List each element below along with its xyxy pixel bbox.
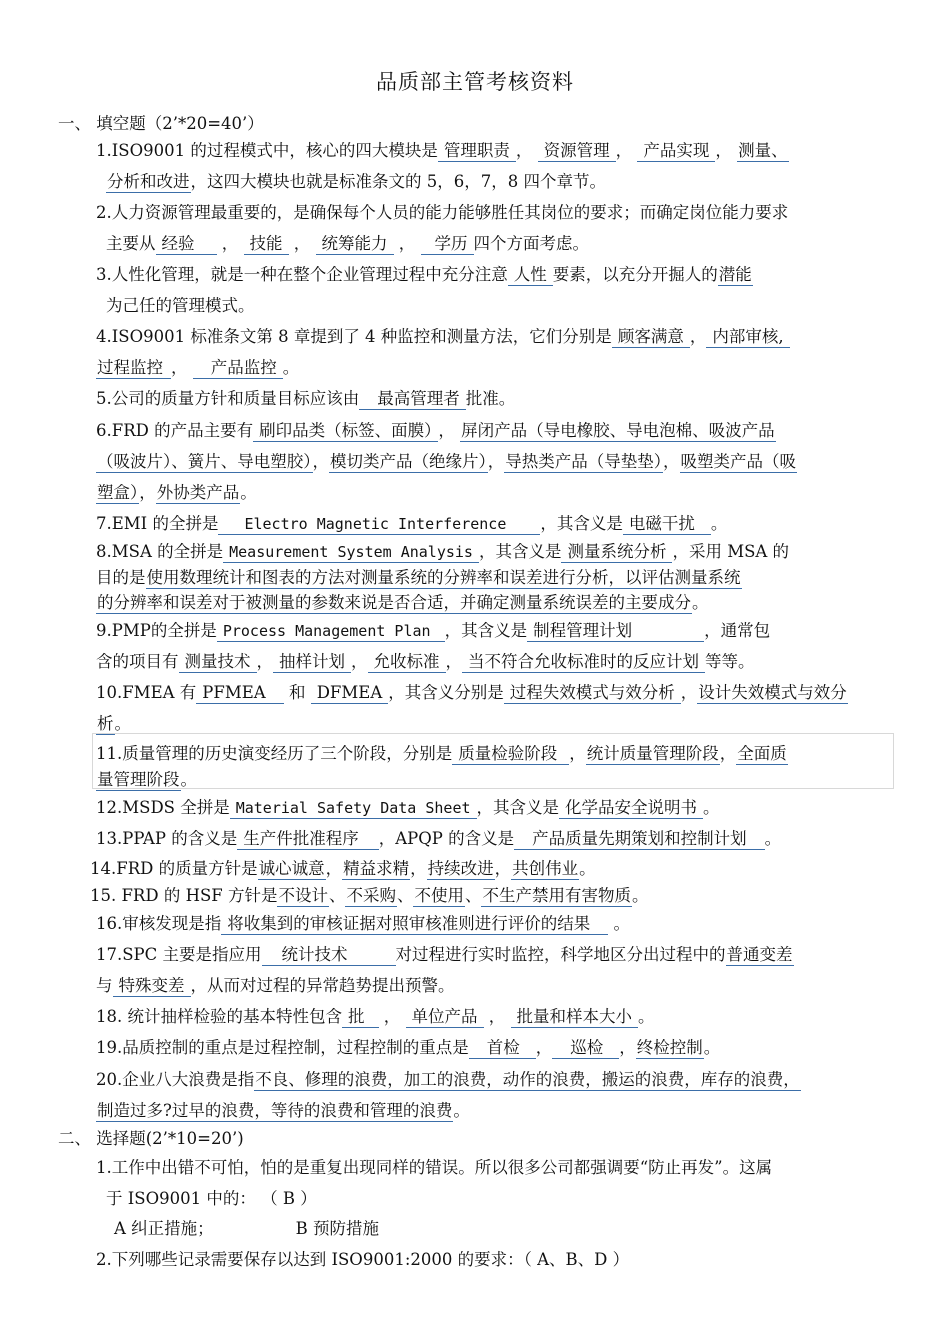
q2-line1: 2.人力资源管理最重要的，是确保每个人员的能力能够胜任其岗位的要求；而确定岗位能力要求 (96, 203, 789, 222)
c1-option-b: B 预防措施 (295, 1219, 380, 1238)
q1-line2: 分析和改进，这四大模块也就是标准条文的 5，6，7，8 四个章节。 (107, 172, 606, 191)
q14-line: 14.FRD 的质量方针是诚心诚意，精益求精，持续改进，共创伟业。 (90, 859, 596, 878)
q6-line1: 6.FRD 的产品主要有 刷印品类（标签、面膜） ， 屏闭产品（导电橡胶、导电泡棉、吸波产品 (96, 421, 775, 440)
q16-line: 16.审核发现是指 将收集到的审核证据对照审核准则进行评价的结果 。 (96, 914, 630, 933)
q6-line3: 塑盒），外协类产品。 (97, 483, 257, 502)
q4-line2: 过程监控 ， 产品监控 。 (97, 358, 300, 377)
q11-line1: 11.质量管理的历史演变经历了三个阶段，分别是 质量检验阶段 ，统计质量管理阶段，全面质 (96, 744, 787, 763)
q8-line1: 8.MSA 的全拼是 Measurement System Analysis ，其含义是 测量系统分析 ，采用 MSA 的 (96, 542, 790, 561)
q1-line1: 1.ISO9001 的过程模式中，核心的四大模块是 管理职责 ， 资源管理 ， 产品实现 ， 测量、 (96, 141, 788, 160)
q12-line: 12.MSDS 全拼是 Material Safety Data Sheet ，其含义是 化学品安全说明书 。 (96, 798, 720, 817)
q15-line: 15. FRD 的 HSF 方针是不设计、不采购、不使用、不生产禁用有害物质。 (90, 886, 649, 905)
q4-line1: 4.ISO9001 标准条文第 8 章提到了 4 种监控和测量方法，它们分别是 顾客满意 ， 内部审核, (96, 323, 790, 347)
c1-option-a: A 纠正措施； (114, 1219, 214, 1238)
q13-line: 13.PPAP 的含义是 生产件批准程序 ，APQP 的含义是 产品质量先期策划和控制计划 。 (96, 829, 782, 848)
q10-line1: 10.FMEA 有 PFMEA 和 DFMEA ，其含义分别是 过程失效模式与效分析 ，设计失效模式与效分 (96, 683, 847, 702)
q8-line3: 的分辨率和误差对于被测量的参数来说是否合适，并确定测量系统误差的主要成分。 (97, 593, 709, 612)
q17-line2: 与 特殊变差 ，从而对过程的异常趋势提出预警。 (96, 976, 455, 995)
c2-line: 2.下列哪些记录需要保存以达到 ISO9001:2000 的要求：（ A、B、D ） (96, 1250, 630, 1269)
c1-line2: 于 ISO9001 中的： （ B ） (106, 1189, 317, 1208)
q18-line: 18. 统计抽样检验的基本特性包含 批 ， 单位产品 ， 批量和样本大小 。 (96, 1007, 655, 1026)
q8-line2: 目的是使用数理统计和图表的方法对测量系统的分辨率和误差进行分析，以评估测量系统 (96, 568, 741, 587)
q17-line1: 17.SPC 主要是指应用 统计技术 对过程进行实时监控，科学地区分出过程中的普通变差 (96, 945, 793, 964)
c1-line1: 1.工作中出错不可怕，怕的是重复出现同样的错误。所以很多公司都强调要“防止再发”。这属 (96, 1158, 773, 1177)
q9-line2: 含的项目有 测量技术 ， 抽样计划 ， 允收标准 ， 当不符合允收标准时的反应计划 等等。 (96, 652, 755, 671)
q3-line2: 为己任的管理模式。 (106, 296, 255, 315)
q6-line2: （吸波片）、簧片、导电塑胶），模切类产品（绝缘片），导热类产品（导垫垫），吸塑类产品（吸 (97, 452, 796, 471)
q7-line: 7.EMI 的全拼是 Electro Magnetic Interference ，其含义是 电磁干扰 。 (96, 514, 728, 533)
page-title: 品质部主管考核资料 (376, 70, 574, 94)
section-multiple-choice: 二、 选择题(2’*10=20’) (58, 1129, 244, 1148)
c1-options (114, 1215, 379, 1239)
q5-line: 5.公司的质量方针和质量目标应该由 最高管理者 批准。 (96, 389, 516, 408)
q19-line: 19.品质控制的重点是过程控制，过程控制的重点是 首检 ， 巡检 ，终检控制。 (96, 1038, 721, 1057)
q9-line1: 9.PMP的全拼是 Process Management Plan ，其含义是 制程管理计划 ，通常包 (96, 621, 771, 640)
q10-line2: 析。 (97, 714, 131, 733)
q3-line1: 3.人性化管理，就是一种在整个企业管理过程中充分注意 人性 要素，以充分开掘人的潜能 (96, 265, 752, 284)
section-fill-blank: 一、 填空题（2’*20=40’） (58, 114, 264, 133)
q20-line2: 制造过多?过早的浪费，等待的浪费和管理的浪费。 (97, 1101, 470, 1120)
q11-line2: 量管理阶段。 (97, 770, 197, 789)
q20-line1: 20.企业八大浪费是指不良、修理的浪费，加工的浪费，动作的浪费，搬运的浪费，库存的浪费， (96, 1070, 800, 1089)
q2-line2: 主要从 经验 ， 技能 ， 统筹能力 ， 学历 四个方面考虑。 (106, 234, 589, 253)
